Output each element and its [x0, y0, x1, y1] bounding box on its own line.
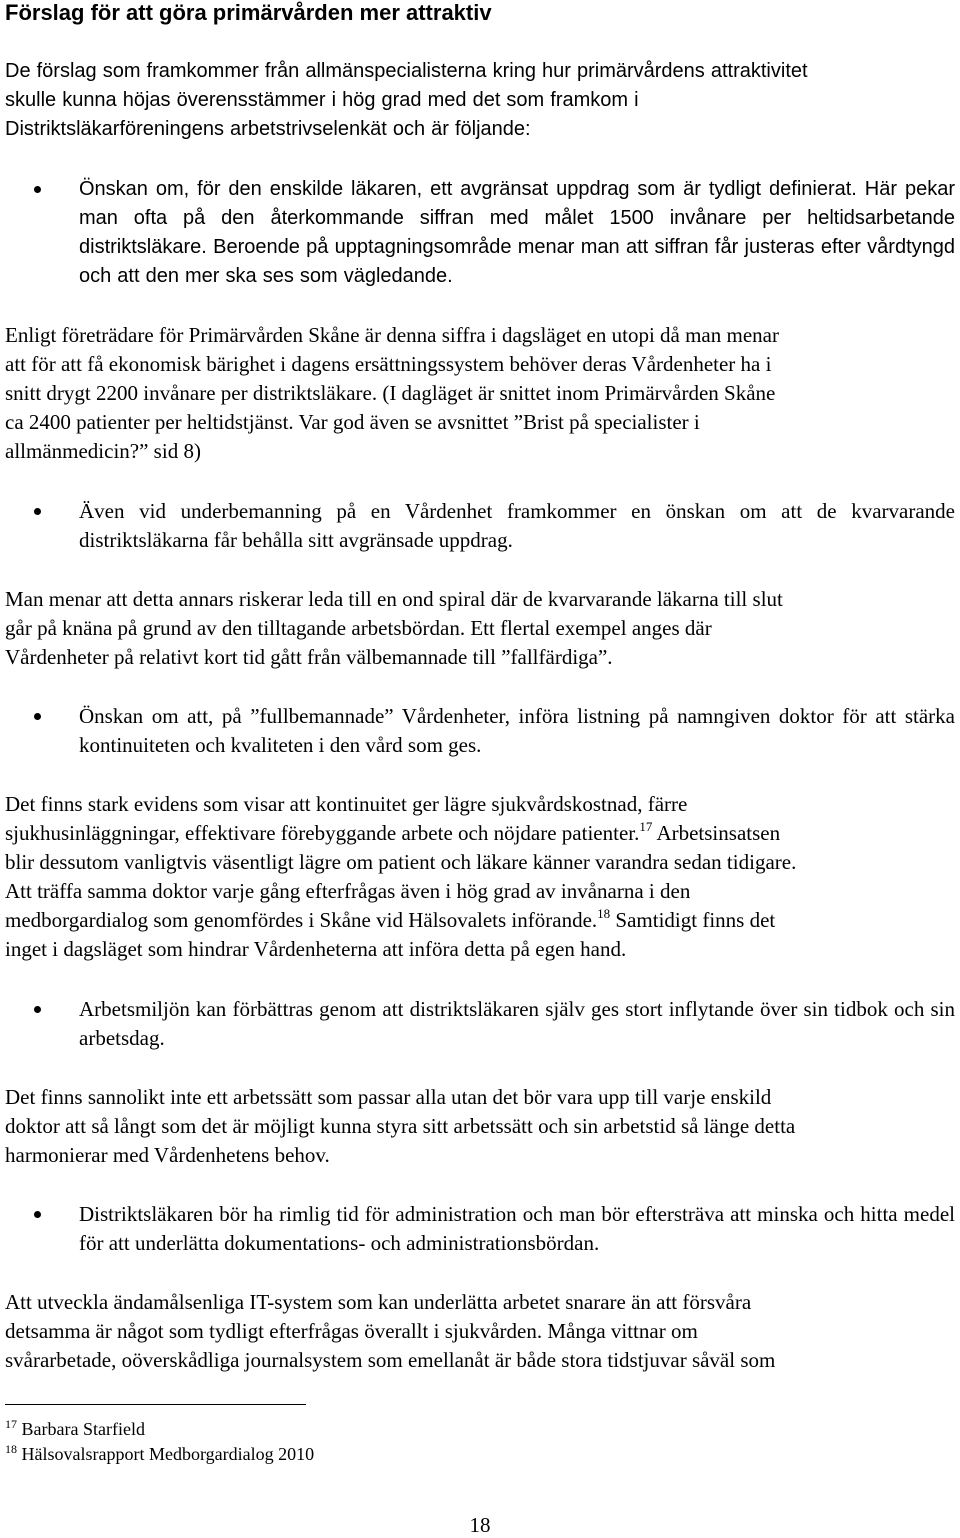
text-line: Att utveckla ändamålsenliga IT-system som kan underlätta arbetet snarare än att försvåra	[5, 1290, 752, 1314]
text-span: Samtidigt finns det	[610, 908, 776, 932]
text-line: harmonierar med Vårdenhetens behov.	[5, 1143, 330, 1167]
footnote	[5, 1442, 705, 1466]
section-heading: Förslag för att göra primärvården mer attraktiv	[5, 0, 492, 25]
body-paragraph	[5, 1288, 955, 1375]
body-paragraph	[5, 790, 955, 964]
text-line: svårarbetade, oöverskådliga journalsystem som emellanåt är både stora tidstjuvar såväl som	[5, 1348, 776, 1372]
bullet-icon	[34, 508, 41, 515]
text-line: inget i dagsläget som hindrar Vårdenheterna att införa detta på egen hand.	[5, 937, 627, 961]
body-paragraph	[5, 1083, 955, 1170]
text-line: Det finns stark evidens som visar att kontinuitet ger lägre sjukvårdskostnad, färre	[5, 792, 688, 816]
footnote-divider	[5, 1404, 306, 1405]
text-line: allmänmedicin?” sid 8)	[5, 439, 201, 463]
text-line: Distriktsläkarföreningens arbetstrivselenkät och är följande:	[5, 118, 531, 140]
footnote-ref[interactable]: 17	[639, 819, 653, 834]
text-line: Att träffa samma doktor varje gång efterfrågas även i hög grad av invånarna i den	[5, 879, 691, 903]
intro-paragraph	[5, 57, 955, 144]
text-line: Enligt företrädare för Primärvården Skåne är denna siffra i dagsläget en utopi då man menar	[5, 323, 779, 347]
text-line: snitt drygt 2200 invånare per distriktsläkare. (I dagläget är snittet inom Primärvården Skåne	[5, 381, 776, 405]
footnote-text: Barbara Starfield	[21, 1419, 145, 1439]
text-line: ca 2400 patienter per heltidstjänst. Var god även se avsnittet ”Brist på specialister i	[5, 410, 700, 434]
text-line: skulle kunna höjas överensstämmer i hög grad med det som framkom i	[5, 89, 639, 111]
bullet-text: Arbetsmiljön kan förbättras genom att distriktsläkaren själv ges stort inflytande över sin tidbok och sin arbetsdag.	[79, 997, 955, 1050]
text-span: Arbetsinsatsen	[652, 821, 781, 845]
text-line: går på knäna på grund av den tilltagande arbetsbördan. Ett flertal exempel anges där	[5, 616, 712, 640]
footnote-number: 17	[5, 1417, 17, 1431]
bullet-text: Önskan om, för den enskilde läkaren, ett avgränsat uppdrag som är tydligt definierat. Här pekar man ofta på den återkommande siffran med målet 1500 invånare per heltidsarbetande distriktsläkare. Beroende på upptagningsområde menar man att siffran får justeras efter vårdtyngd och att den mer ska ses som vägledande.	[79, 178, 955, 287]
text-line: Det finns sannolikt inte ett arbetssätt som passar alla utan det bör vara upp till varje enskild	[5, 1085, 772, 1109]
text-line: De förslag som framkommer från allmänspecialisterna kring hur primärvårdens attraktivitet	[5, 60, 808, 82]
text-line: detsamma är något som tydligt efterfrågas överallt i sjukvården. Många vittnar om	[5, 1319, 698, 1343]
bullet-icon	[34, 186, 41, 193]
text-line: blir dessutom vanligtvis väsentligt lägre om patient och läkare känner varandra sedan tidigare.	[5, 850, 797, 874]
bullet-text: Även vid underbemanning på en Vårdenhet framkommer en önskan om att de kvarvarande distriktsläkarna får behålla sitt avgränsade uppdrag.	[79, 499, 955, 552]
footnote-text: Hälsovalsrapport Medborgardialog 2010	[21, 1444, 315, 1464]
bullet-icon	[34, 1211, 41, 1218]
text-line: Man menar att detta annars riskerar leda till en ond spiral där de kvarvarande läkarna till slut	[5, 587, 783, 611]
text-line: doktor att så långt som det är möjligt kunna styra sitt arbetssätt och sin arbetstid så länge detta	[5, 1114, 796, 1138]
text-span: medborgardialog som genomfördes i Skåne vid Hälsovalets införande.	[5, 908, 598, 932]
bullet-text: Önskan om att, på ”fullbemannade” Vårdenheter, införa listning på namngiven doktor för att stärka kontinuiteten och kvaliteten i den vård som ges.	[79, 704, 955, 757]
bullet-text: Distriktsläkaren bör ha rimlig tid för administration och man bör eftersträva att minska och hitta medel för att underlätta dokumentations- och administrationsbördan.	[79, 1202, 955, 1255]
text-span: sjukhusinläggningar, effektivare förebyggande arbete och nöjdare patienter.	[5, 821, 640, 845]
text-line: att för att få ekonomisk bärighet i dagens ersättningssystem behöver deras Vårdenheter ha i	[5, 352, 772, 376]
page-number: 18	[469, 1513, 491, 1537]
body-paragraph	[5, 321, 955, 466]
text-line	[5, 819, 955, 848]
text-line	[5, 906, 955, 935]
footnote-number: 18	[5, 1442, 17, 1456]
footnote-ref[interactable]: 18	[597, 906, 611, 921]
bullet-icon	[34, 713, 41, 720]
bullet-icon	[34, 1006, 41, 1013]
footnote	[5, 1417, 705, 1441]
text-line: Vårdenheter på relativt kort tid gått från välbemannade till ”fallfärdiga”.	[5, 645, 613, 669]
body-paragraph	[5, 585, 955, 672]
